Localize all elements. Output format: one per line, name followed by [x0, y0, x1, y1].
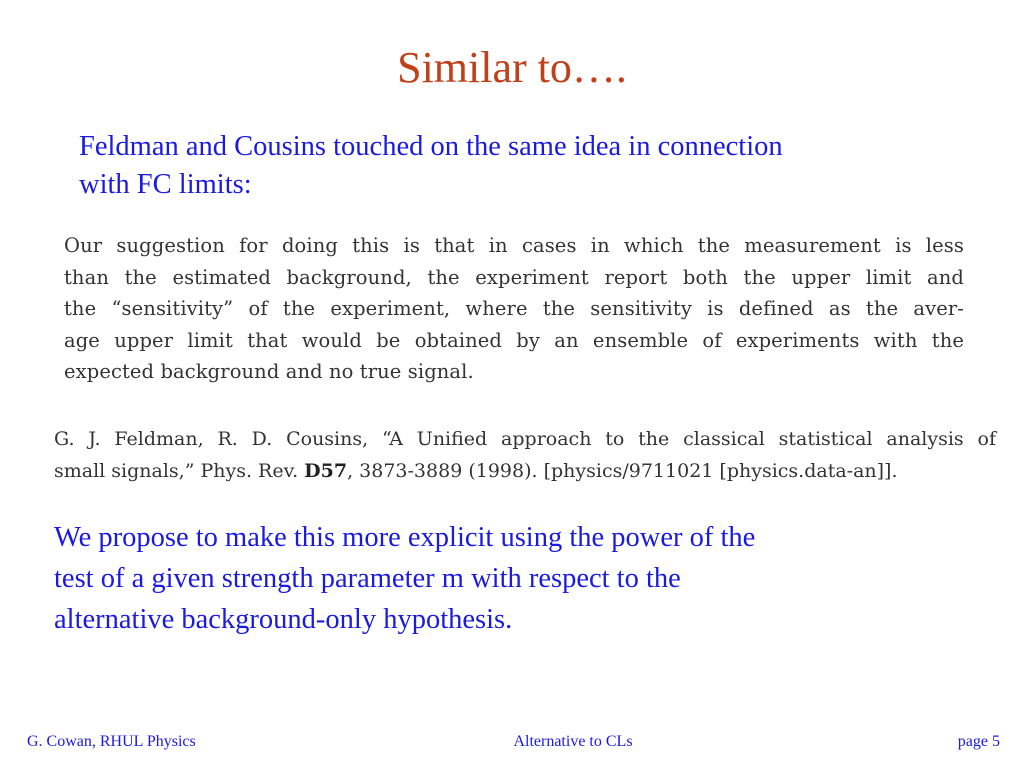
- quote-line: Our suggestion for doing this is that in cases in which the measurement is less: [64, 234, 964, 257]
- footer-page-number: page 5: [957, 733, 1000, 750]
- proposal-line: test of a given strength parameter m with respect to the: [54, 563, 681, 594]
- citation-reference: [54, 423, 996, 487]
- proposal-line: We propose to make this more explicit using the power of the: [54, 522, 756, 553]
- intro-paragraph: [79, 128, 959, 204]
- citation-text: , 3873-3889 (1998). [physics/9711021 [physics.data-an]].: [347, 460, 898, 482]
- quote-line: age upper limit that would be obtained by an ensemble of experiments with the: [64, 328, 964, 352]
- footer-author: G. Cowan, RHUL Physics: [27, 733, 196, 750]
- intro-line: Feldman and Cousins touched on the same idea in connection: [79, 131, 783, 162]
- quoted-excerpt: [64, 230, 964, 388]
- citation-line-1: G. J. Feldman, R. D. Cousins, “A Unified approach to the classical statistical analysis of: [54, 428, 996, 450]
- citation-volume: D57: [304, 460, 348, 482]
- quote-line: than the estimated background, the experiment report both the upper limit and: [64, 265, 964, 289]
- proposal-paragraph: [54, 517, 934, 640]
- citation-text: small signals,” Phys. Rev.: [54, 460, 305, 482]
- intro-line: with FC limits:: [79, 169, 252, 200]
- quote-line: expected background and no true signal.: [64, 360, 474, 384]
- quote-line: the “sensitivity” of the experiment, where the sensitivity is defined as the aver-: [64, 297, 964, 321]
- proposal-line: alternative background-only hypothesis.: [54, 604, 513, 635]
- slide-title: Similar to….: [397, 43, 627, 92]
- footer-talk-title: Alternative to CLs: [513, 733, 633, 750]
- citation-line-2: [54, 455, 996, 487]
